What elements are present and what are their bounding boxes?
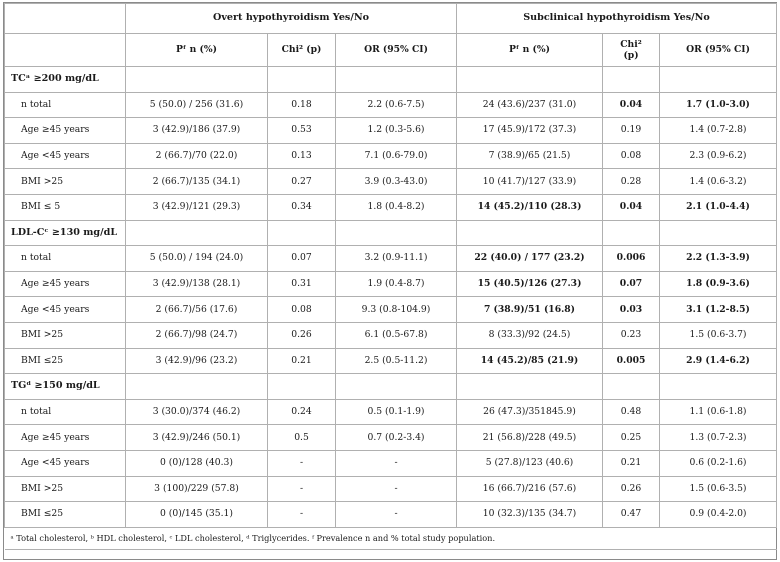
row-label: BMI ≤25 <box>5 348 126 374</box>
row-label: Age <45 years <box>5 450 126 476</box>
subclinical-group-header: Subclinical hypothyroidism Yes/No <box>457 4 777 34</box>
empty-cell <box>603 67 660 93</box>
overt-prevalence-cell: 2 (66.7)/135 (34.1) <box>126 169 268 195</box>
subclinical-chi-cell: 0.04 <box>603 194 660 220</box>
subclinical-or-cell: 1.4 (0.7-2.8) <box>660 118 777 144</box>
subclinical-chi-cell: 0.07 <box>603 271 660 297</box>
overt-prevalence-cell: 2 (66.7)/56 (17.6) <box>126 297 268 323</box>
row-label: BMI ≤ 5 <box>5 194 126 220</box>
overt-chi-cell: 0.24 <box>268 399 336 425</box>
table-row <box>5 450 777 476</box>
table-row <box>5 118 777 144</box>
subclinical-or-header: OR (95% CI) <box>660 34 777 67</box>
overt-or-cell: - <box>336 476 457 502</box>
table-row <box>5 194 777 220</box>
overt-or-cell: 3.2 (0.9-11.1) <box>336 246 457 272</box>
empty-cell <box>126 374 268 400</box>
subclinical-or-cell: 0.9 (0.4-2.0) <box>660 502 777 528</box>
table-row <box>5 476 777 502</box>
overt-prevalence-cell: 3 (30.0)/374 (46.2) <box>126 399 268 425</box>
subclinical-chi-cell: 0.04 <box>603 92 660 118</box>
row-label: BMI >25 <box>5 322 126 348</box>
subclinical-chi-header <box>603 34 660 67</box>
overt-or-cell: - <box>336 450 457 476</box>
empty-cell <box>457 374 603 400</box>
subclinical-prevalence-cell: 17 (45.9)/172 (37.3) <box>457 118 603 144</box>
overt-chi-cell: 0.31 <box>268 271 336 297</box>
subclinical-or-cell: 2.1 (1.0-4.4) <box>660 194 777 220</box>
subclinical-prevalence-header: Pᶠ n (%) <box>457 34 603 67</box>
table-row <box>5 143 777 169</box>
row-label: Age <45 years <box>5 297 126 323</box>
empty-cell <box>268 220 336 246</box>
subclinical-chi-cell: 0.26 <box>603 476 660 502</box>
overt-or-cell: 1.9 (0.4-8.7) <box>336 271 457 297</box>
row-label: n total <box>5 246 126 272</box>
table-row <box>5 425 777 451</box>
overt-prevalence-cell: 3 (42.9)/246 (50.1) <box>126 425 268 451</box>
subclinical-chi-header-line2: (p) <box>623 50 639 61</box>
subclinical-chi-cell: 0.19 <box>603 118 660 144</box>
subclinical-prevalence-cell: 16 (66.7)/216 (57.6) <box>457 476 603 502</box>
subclinical-chi-cell: 0.005 <box>603 348 660 374</box>
overt-chi-cell: 0.13 <box>268 143 336 169</box>
overt-chi-cell: 0.07 <box>268 246 336 272</box>
row-label: BMI >25 <box>5 476 126 502</box>
overt-prevalence-cell: 3 (100)/229 (57.8) <box>126 476 268 502</box>
section-header-row <box>5 374 777 400</box>
overt-chi-cell: 0.26 <box>268 322 336 348</box>
overt-chi-cell: - <box>268 502 336 528</box>
empty-cell <box>268 67 336 93</box>
subclinical-or-cell: 1.5 (0.6-3.5) <box>660 476 777 502</box>
subclinical-prevalence-cell: 10 (32.3)/135 (34.7) <box>457 502 603 528</box>
empty-cell <box>603 374 660 400</box>
empty-cell <box>126 67 268 93</box>
subclinical-prevalence-cell: 22 (40.0) / 177 (23.2) <box>457 246 603 272</box>
subclinical-chi-cell: 0.28 <box>603 169 660 195</box>
overt-chi-cell: 0.34 <box>268 194 336 220</box>
overt-prevalence-cell: 5 (50.0) / 256 (31.6) <box>126 92 268 118</box>
table-row <box>5 348 777 374</box>
subclinical-prevalence-cell: 14 (45.2)/110 (28.3) <box>457 194 603 220</box>
subclinical-or-cell: 2.9 (1.4-6.2) <box>660 348 777 374</box>
row-label: Age <45 years <box>5 143 126 169</box>
overt-chi-cell: 0.08 <box>268 297 336 323</box>
section-header-row <box>5 220 777 246</box>
subclinical-chi-cell: 0.23 <box>603 322 660 348</box>
overt-chi-cell: - <box>268 450 336 476</box>
overt-or-cell: 2.5 (0.5-11.2) <box>336 348 457 374</box>
subclinical-or-cell: 1.8 (0.9-3.6) <box>660 271 777 297</box>
overt-or-cell: 3.9 (0.3-43.0) <box>336 169 457 195</box>
subclinical-prevalence-cell: 26 (47.3)/351845.9) <box>457 399 603 425</box>
data-table <box>4 3 777 550</box>
table-row <box>5 399 777 425</box>
overt-or-cell: 0.7 (0.2-3.4) <box>336 425 457 451</box>
footnote: ᵃ Total cholesterol, ᵇ HDL cholesterol, ᶜ LDL cholesterol, ᵈ Triglycerides. ᶠ Prevalence n and % total study population. <box>5 527 777 549</box>
section-title: TCᵃ ≥200 mg/dL <box>5 67 126 93</box>
row-label: n total <box>5 92 126 118</box>
overt-prevalence-cell: 3 (42.9)/96 (23.2) <box>126 348 268 374</box>
subclinical-chi-cell: 0.21 <box>603 450 660 476</box>
overt-prevalence-cell: 5 (50.0) / 194 (24.0) <box>126 246 268 272</box>
subclinical-prevalence-cell: 14 (45.2)/85 (21.9) <box>457 348 603 374</box>
empty-cell <box>457 220 603 246</box>
subclinical-or-cell: 1.7 (1.0-3.0) <box>660 92 777 118</box>
table-frame <box>3 2 777 560</box>
subclinical-chi-cell: 0.006 <box>603 246 660 272</box>
row-label: n total <box>5 399 126 425</box>
section-title: LDL-Cᶜ ≥130 mg/dL <box>5 220 126 246</box>
table-row <box>5 297 777 323</box>
footnote-row <box>5 527 777 549</box>
subclinical-or-cell: 3.1 (1.2-8.5) <box>660 297 777 323</box>
subclinical-prevalence-cell: 21 (56.8)/228 (49.5) <box>457 425 603 451</box>
table-row <box>5 92 777 118</box>
overt-or-cell: - <box>336 502 457 528</box>
row-label: Age ≥45 years <box>5 118 126 144</box>
empty-cell <box>268 374 336 400</box>
column-header-row <box>5 34 777 67</box>
overt-prevalence-cell: 3 (42.9)/186 (37.9) <box>126 118 268 144</box>
empty-header-cell <box>5 34 126 67</box>
subclinical-chi-header-line1: Chi² <box>620 38 642 50</box>
overt-chi-cell: 0.53 <box>268 118 336 144</box>
overt-chi-cell: 0.27 <box>268 169 336 195</box>
table-row <box>5 322 777 348</box>
empty-cell <box>126 220 268 246</box>
overt-chi-cell: 0.18 <box>268 92 336 118</box>
empty-cell <box>660 67 777 93</box>
row-label: BMI ≤25 <box>5 502 126 528</box>
empty-header-cell <box>5 4 126 34</box>
empty-cell <box>336 67 457 93</box>
overt-or-cell: 7.1 (0.6-79.0) <box>336 143 457 169</box>
subclinical-chi-cell: 0.47 <box>603 502 660 528</box>
row-label: Age ≥45 years <box>5 271 126 297</box>
overt-prevalence-header: Pᶠ n (%) <box>126 34 268 67</box>
subclinical-prevalence-cell: 7 (38.9)/65 (21.5) <box>457 143 603 169</box>
overt-prevalence-cell: 0 (0)/128 (40.3) <box>126 450 268 476</box>
overt-prevalence-cell: 2 (66.7)/70 (22.0) <box>126 143 268 169</box>
row-label: BMI >25 <box>5 169 126 195</box>
subclinical-or-cell: 1.3 (0.7-2.3) <box>660 425 777 451</box>
overt-or-cell: 6.1 (0.5-67.8) <box>336 322 457 348</box>
overt-chi-cell: 0.21 <box>268 348 336 374</box>
overt-prevalence-cell: 0 (0)/145 (35.1) <box>126 502 268 528</box>
overt-prevalence-cell: 3 (42.9)/121 (29.3) <box>126 194 268 220</box>
overt-or-cell: 9.3 (0.8-104.9) <box>336 297 457 323</box>
empty-cell <box>336 220 457 246</box>
overt-or-cell: 1.8 (0.4-8.2) <box>336 194 457 220</box>
table-row <box>5 169 777 195</box>
overt-or-cell: 2.2 (0.6-7.5) <box>336 92 457 118</box>
subclinical-prevalence-cell: 5 (27.8)/123 (40.6) <box>457 450 603 476</box>
subclinical-or-cell: 1.4 (0.6-3.2) <box>660 169 777 195</box>
empty-cell <box>603 220 660 246</box>
section-title: TGᵈ ≥150 mg/dL <box>5 374 126 400</box>
overt-or-cell: 0.5 (0.1-1.9) <box>336 399 457 425</box>
section-header-row <box>5 67 777 93</box>
subclinical-prevalence-cell: 15 (40.5)/126 (27.3) <box>457 271 603 297</box>
subclinical-or-cell: 1.1 (0.6-1.8) <box>660 399 777 425</box>
table-row <box>5 246 777 272</box>
subclinical-chi-cell: 0.48 <box>603 399 660 425</box>
subclinical-prevalence-cell: 8 (33.3)/92 (24.5) <box>457 322 603 348</box>
empty-cell <box>457 67 603 93</box>
table-row <box>5 502 777 528</box>
subclinical-chi-cell: 0.08 <box>603 143 660 169</box>
subclinical-chi-cell: 0.25 <box>603 425 660 451</box>
overt-or-cell: 1.2 (0.3-5.6) <box>336 118 457 144</box>
subclinical-or-cell: 2.2 (1.3-3.9) <box>660 246 777 272</box>
subclinical-or-cell: 2.3 (0.9-6.2) <box>660 143 777 169</box>
group-header-row <box>5 4 777 34</box>
overt-prevalence-cell: 3 (42.9)/138 (28.1) <box>126 271 268 297</box>
overt-chi-cell: - <box>268 476 336 502</box>
subclinical-or-cell: 1.5 (0.6-3.7) <box>660 322 777 348</box>
empty-cell <box>660 374 777 400</box>
overt-chi-header: Chi² (p) <box>268 34 336 67</box>
subclinical-or-cell: 0.6 (0.2-1.6) <box>660 450 777 476</box>
empty-cell <box>336 374 457 400</box>
subclinical-chi-cell: 0.03 <box>603 297 660 323</box>
overt-prevalence-cell: 2 (66.7)/98 (24.7) <box>126 322 268 348</box>
row-label: Age ≥45 years <box>5 425 126 451</box>
empty-cell <box>660 220 777 246</box>
overt-group-header: Overt hypothyroidism Yes/No <box>126 4 457 34</box>
subclinical-prevalence-cell: 24 (43.6)/237 (31.0) <box>457 92 603 118</box>
overt-or-header: OR (95% CI) <box>336 34 457 67</box>
subclinical-prevalence-cell: 10 (41.7)/127 (33.9) <box>457 169 603 195</box>
subclinical-prevalence-cell: 7 (38.9)/51 (16.8) <box>457 297 603 323</box>
overt-chi-cell: 0.5 <box>268 425 336 451</box>
table-row <box>5 271 777 297</box>
